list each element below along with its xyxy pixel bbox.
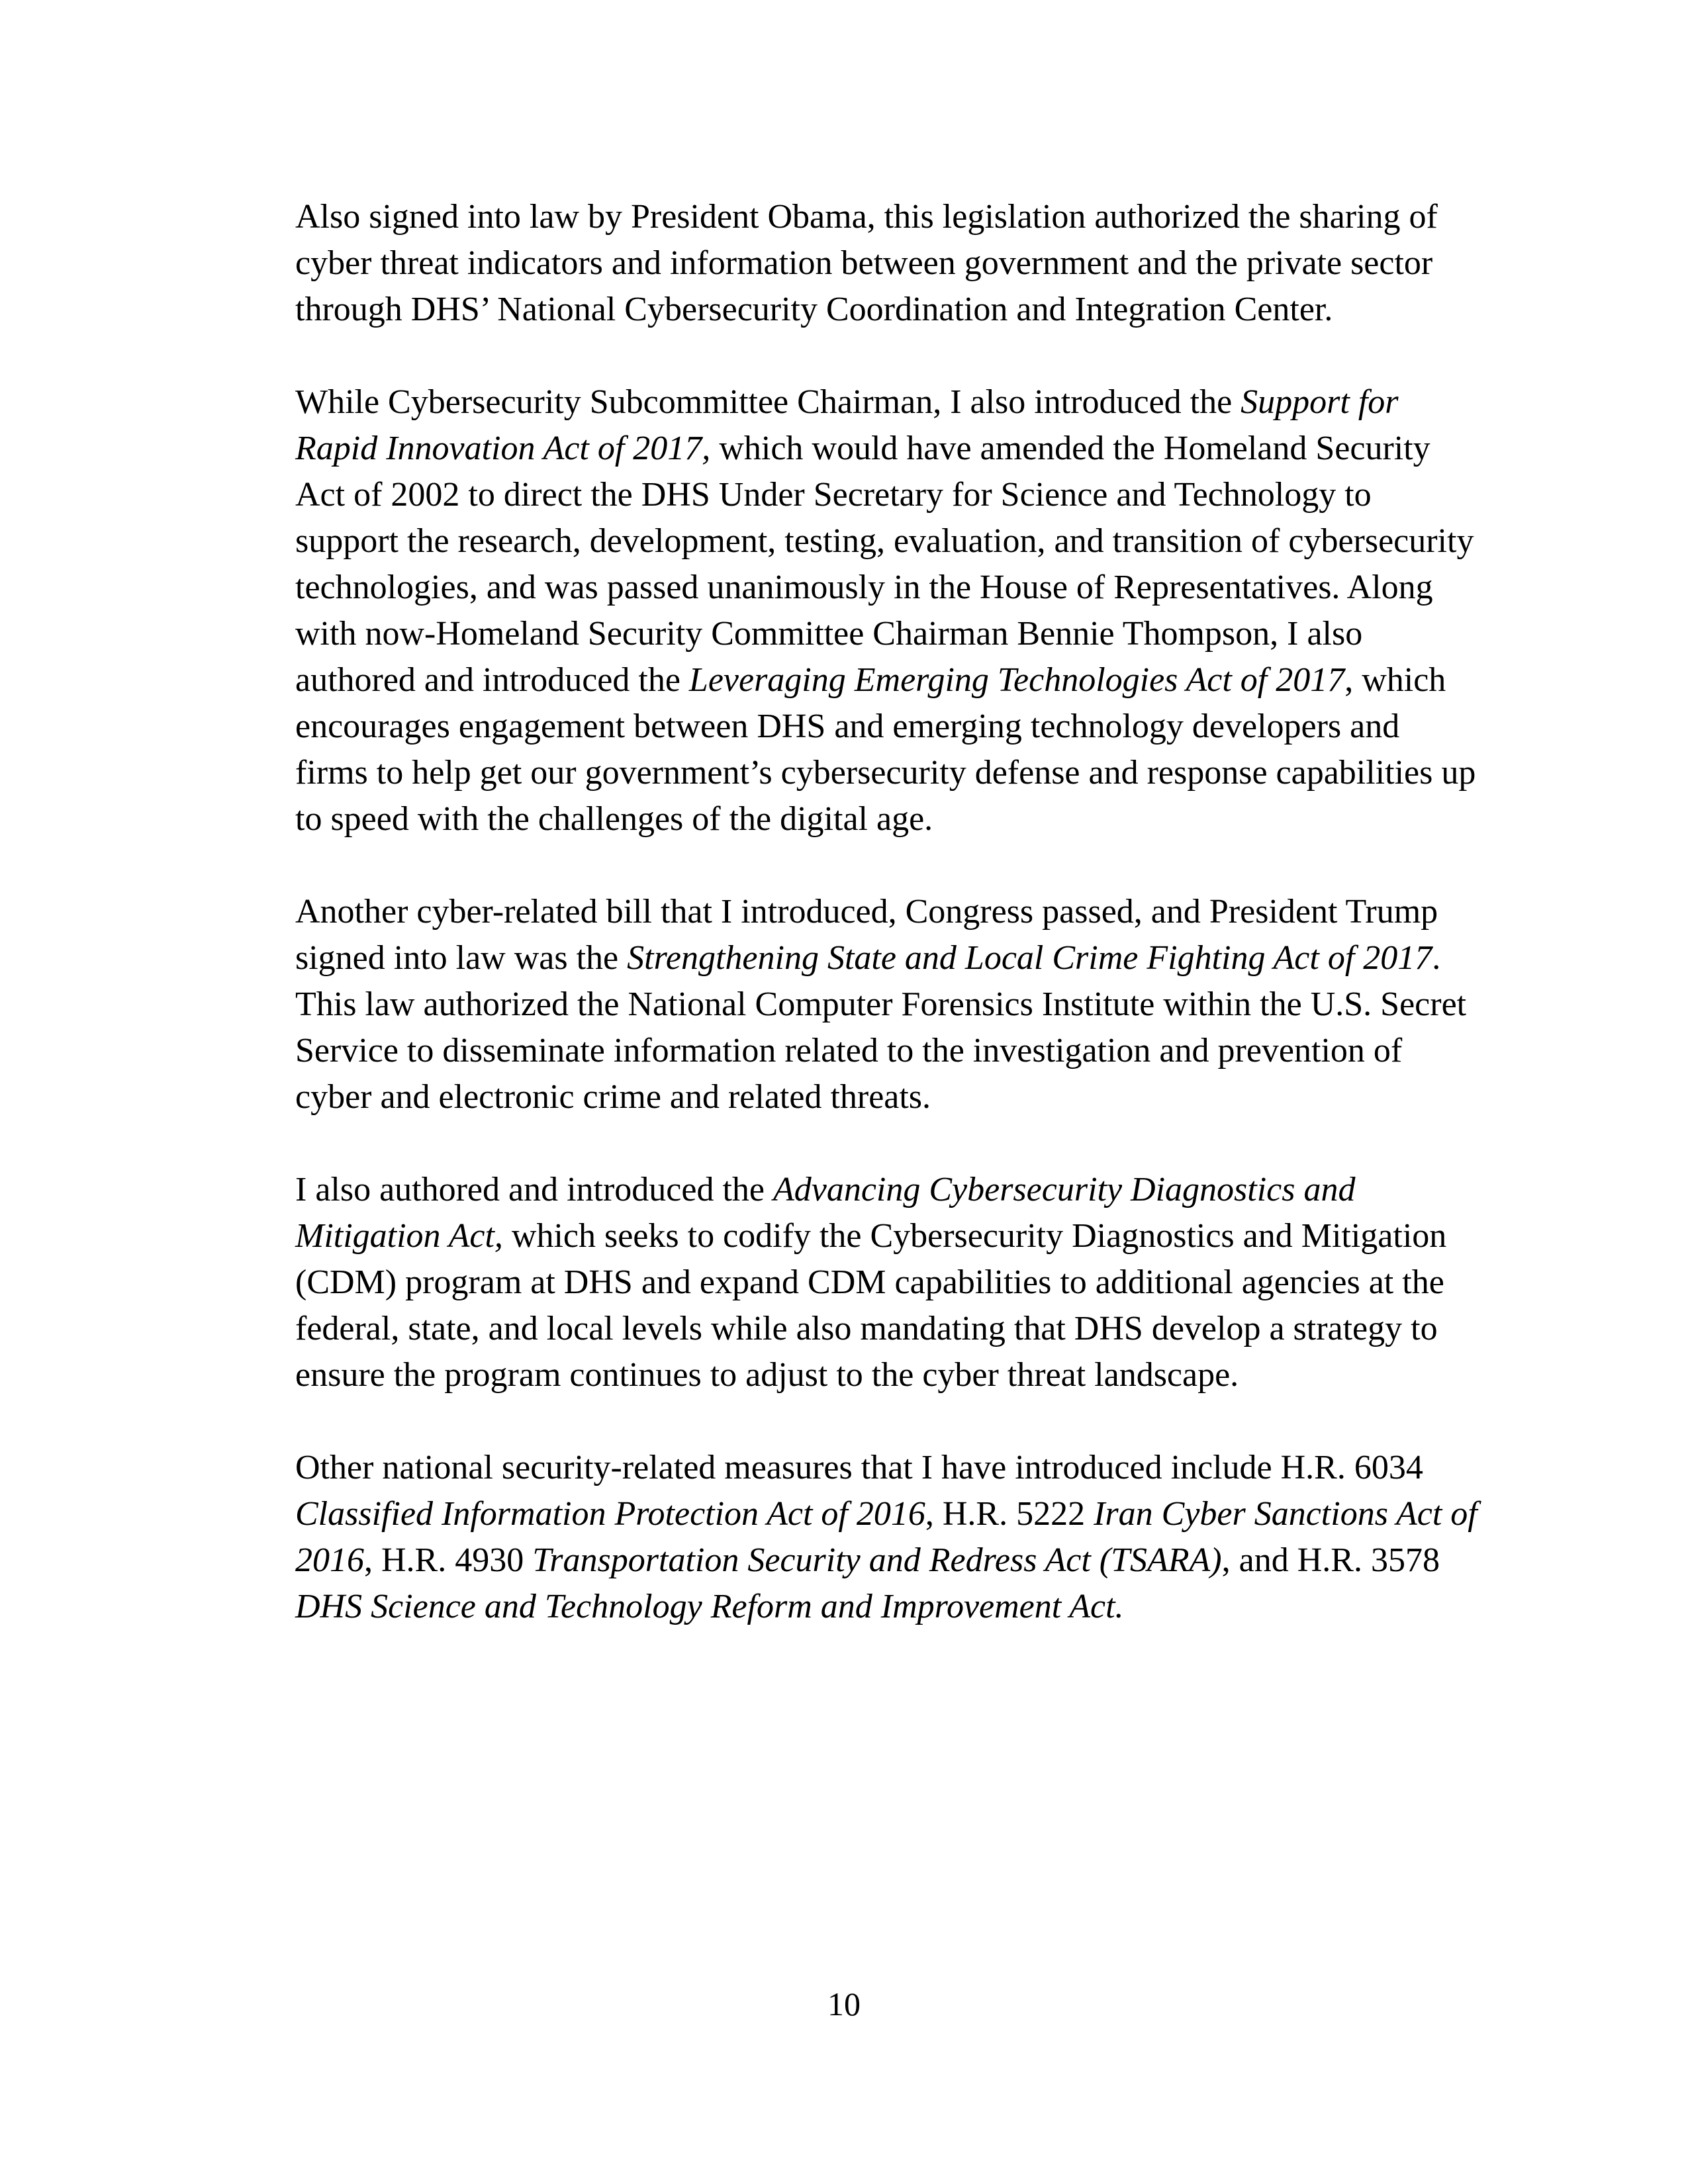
paragraph-text: which would have amended the Homeland Security Act of 2002 to direct the DHS Under Secretary for Science and Technology to support the research, development, testing, evaluation, and transition of cybersecurity technologies, and was passed unanimously in the House of Representatives. Along with now-Homeland Security Committee Chairman Bennie Thompson, I also authored and introduced the xyxy=(295,430,1474,699)
paragraph-text: Also signed into law by President Obama, this legislation authorized the sharing of cyber threat indicators and information between government and the private sector through DHS’ National Cybersecurity Coordination and Integration Center. xyxy=(295,198,1438,328)
bill-title-italic: Transportation Security and Redress Act (TSARA) xyxy=(532,1541,1222,1579)
bill-title-italic: Iran Cyber Sanctions Act of 2016 xyxy=(295,1495,1477,1579)
bill-title-italic: Leveraging Emerging Technologies Act of 2017 xyxy=(688,661,1345,699)
paragraph-crime-fighting-act xyxy=(295,889,1480,1120)
bill-title-italic: Classified Information Protection Act of 2016 xyxy=(295,1495,925,1533)
bill-title-italic: Support for Rapid Innovation Act of 2017, xyxy=(295,383,1399,467)
bill-title-italic: DHS Science and Technology Reform and Improvement Act. xyxy=(295,1588,1124,1625)
paragraph-obama-legislation xyxy=(295,194,1480,333)
paragraph-text: Other national security-related measures that I have introduced include H.R. 6034 xyxy=(295,1449,1423,1486)
bill-title-italic: Strengthening State and Local Crime Fighting Act of 2017 xyxy=(627,939,1432,977)
paragraph-subcommittee-chairman xyxy=(295,379,1480,842)
paragraph-text: which seeks to codify the Cybersecurity Diagnostics and Mitigation (CDM) program at DHS and expand CDM capabilities to additional agencies at the federal, state, and local levels while also mandating that DHS develop a strategy to ensure the program continues to adjust to the cyber threat landscape. xyxy=(295,1217,1447,1394)
paragraph-cdm-act xyxy=(295,1167,1480,1398)
paragraph-text: Another cyber-related bill that I introduced, Congress passed, and President Trump signed into law was the xyxy=(295,893,1438,977)
page-number: 10 xyxy=(827,1985,861,2023)
paragraph-text: , H.R. 4930 xyxy=(364,1541,533,1579)
document-body xyxy=(295,194,1480,1676)
paragraph-other-measures xyxy=(295,1445,1480,1630)
paragraph-text: I also authored and introduced the xyxy=(295,1171,773,1208)
paragraph-text: , which encourages engagement between DHS and emerging technology developers and firms to help get our government’s cybersecurity defense and response capabilities up to speed with the challenges of the digital age. xyxy=(295,661,1476,838)
paragraph-text: . This law authorized the National Computer Forensics Institute within the U.S. Secret Service to disseminate information related to the investigation and prevention of cyber and electronic crime and related threats. xyxy=(295,939,1467,1116)
bill-title-italic: Advancing Cybersecurity Diagnostics and Mitigation Act, xyxy=(295,1171,1356,1255)
paragraph-text: , and H.R. 3578 xyxy=(1221,1541,1440,1579)
paragraph-text: While Cybersecurity Subcommittee Chairman, I also introduced the xyxy=(295,383,1241,421)
paragraph-text: , H.R. 5222 xyxy=(925,1495,1094,1533)
